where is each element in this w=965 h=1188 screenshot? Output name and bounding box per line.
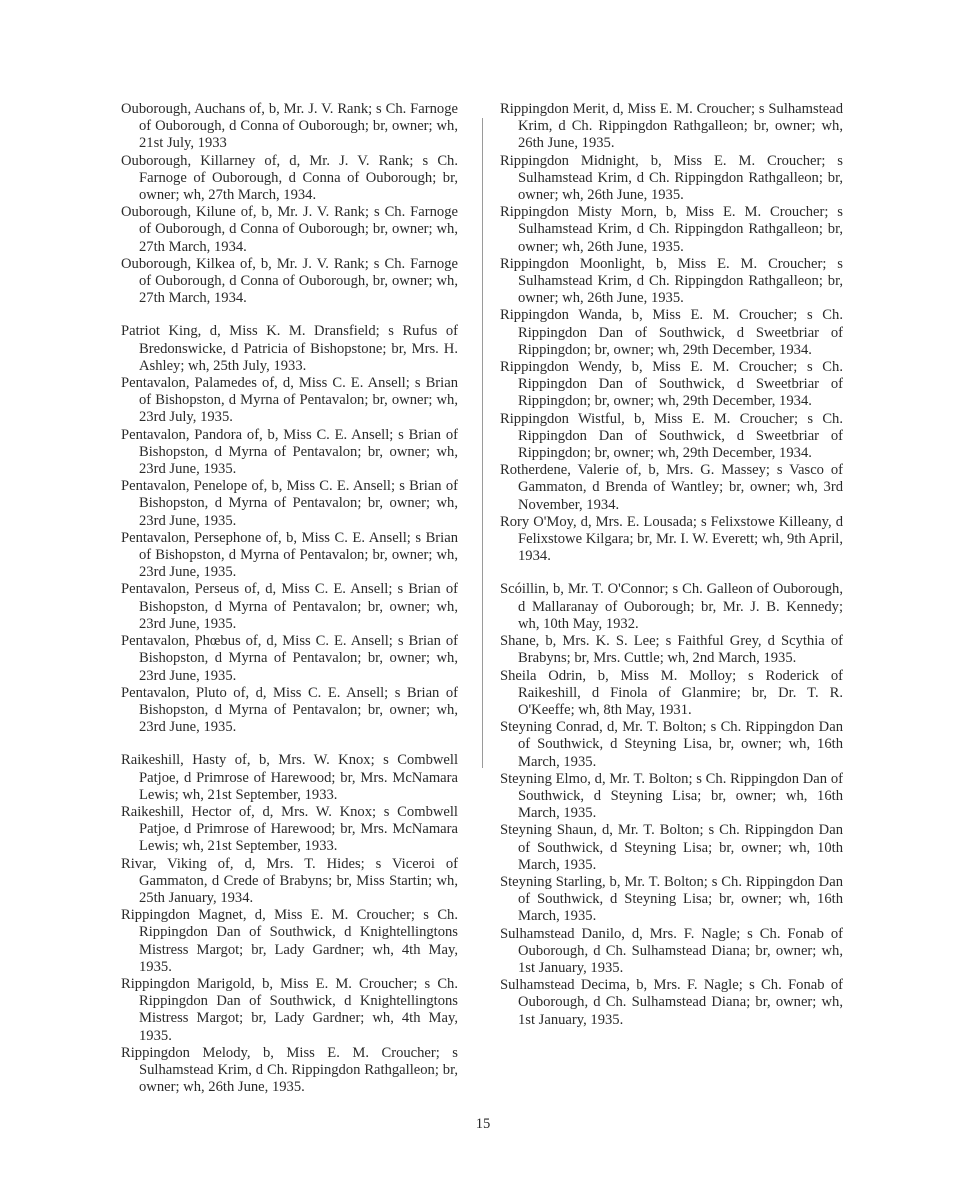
dog-entry: Rippingdon Midnight, b, Miss E. M. Croucher; s Sulhamstead Krim, d Ch. Rippingdon Rathgalleon; br, owner; wh, 26th June, 1935. [500, 152, 843, 204]
dog-entry: Rippingdon Moonlight, b, Miss E. M. Croucher; s Sulhamstead Krim, d Ch. Rippingdon Rathgalleon; br, owner; wh, 26th June, 1935. [500, 255, 843, 307]
dog-entry: Patriot King, d, Miss K. M. Dransfield; s Rufus of Bredonswicke, d Patricia of Bishopstone; br, Mrs. H. Ashley; wh, 25th July, 1933. [121, 323, 458, 374]
dog-entry: Steyning Conrad, d, Mr. T. Bolton; s Ch. Rippingdon Dan of Southwick, d Steyning Lisa, br, owner; wh, 16th March, 1935. [500, 719, 843, 770]
dog-entry: Ouborough, Kilune of, b, Mr. J. V. Rank; s Ch. Farnoge of Ouborough, d Conna of Ouborough; br, owner; wh, 27th March, 1934. [121, 204, 458, 255]
group-gap [121, 736, 458, 752]
dog-entry: Pentavalon, Pluto of, d, Miss C. E. Ansell; s Brian of Bishopston, d Myrna of Pentavalon; br, owner; wh, 23rd June, 1935. [121, 684, 458, 736]
dog-entry: Raikeshill, Hector of, d, Mrs. W. Knox; s Combwell Patjoe, d Primrose of Harewood; br, Mrs. McNamara Lewis; wh, 21st September, 1933. [121, 803, 458, 855]
dog-entry: Pentavalon, Phœbus of, d, Miss C. E. Ansell; s Brian of Bishopston, d Myrna of Pentavalon; br, owner; wh, 23rd June, 1935. [121, 633, 458, 684]
dog-entry: Ouborough, Killarney of, d, Mr. J. V. Rank; s Ch. Farnoge of Ouborough, d Conna of Ouborough; br, owner; wh, 27th March, 1934. [121, 152, 458, 204]
dog-entry: Rippingdon Marigold, b, Miss E. M. Croucher; s Ch. Rippingdon Dan of Southwick, d Knightellingtons Mistress Margot; br, Lady Gardner; wh, 4th May, 1935. [121, 975, 458, 1044]
dog-entry: Rippingdon Wistful, b, Miss E. M. Croucher; s Ch. Rippingdon Dan of Southwick, d Sweetbriar of Rippingdon; br, owner; wh, 29th December, 1934. [500, 410, 843, 462]
dog-entry: Raikeshill, Hasty of, b, Mrs. W. Knox; s Combwell Patjoe, d Primrose of Harewood; br, Mrs. McNamara Lewis; wh, 21st September, 1933. [121, 752, 458, 803]
dog-entry: Sulhamstead Danilo, d, Mrs. F. Nagle; s Ch. Fonab of Ouborough, d Ch. Sulhamstead Diana; br, owner; wh, 1st January, 1935. [500, 925, 843, 976]
dog-entry: Rory O'Moy, d, Mrs. E. Lousada; s Felixstowe Killeany, d Felixstowe Kilgara; br, Mr. I. W. Everett; wh, 9th April, 1934. [500, 513, 843, 565]
dog-entry: Scóillin, b, Mr. T. O'Connor; s Ch. Galleon of Ouborough, d Mallaranay of Ouborough; br, Mr. J. B. Kennedy; wh, 10th May, 1932. [500, 581, 843, 632]
dog-entry: Steyning Starling, b, Mr. T. Bolton; s Ch. Rippingdon Dan of Southwick, d Steyning Lisa; br, owner; wh, 16th March, 1935. [500, 873, 843, 925]
dog-entry: Rippingdon Misty Morn, b, Miss E. M. Croucher; s Sulhamstead Krim, d Ch. Rippingdon Rathgalleon; br, owner; wh, 26th June, 1935. [500, 204, 843, 255]
group-gap [121, 307, 458, 323]
dog-entry: Pentavalon, Penelope of, b, Miss C. E. Ansell; s Brian of Bishopston, d Myrna of Pentavalon; br, owner; wh, 23rd June, 1935. [121, 478, 458, 529]
dog-entry: Rippingdon Wanda, b, Miss E. M. Croucher; s Ch. Rippingdon Dan of Southwick, d Sweetbriar of Rippingdon; br, owner; wh, 29th December, 1934. [500, 307, 843, 358]
dog-entry: Rippingdon Merit, d, Miss E. M. Croucher; s Sulhamstead Krim, d Ch. Rippingdon Rathgalleon; br, owner; wh, 26th June, 1935. [500, 101, 843, 152]
dog-entry: Ouborough, Auchans of, b, Mr. J. V. Rank; s Ch. Farnoge of Ouborough, d Conna of Ouborough; br, owner; wh, 21st July, 1933 [121, 101, 458, 152]
dog-entry: Rippingdon Melody, b, Miss E. M. Croucher; s Sulhamstead Krim, d Ch. Rippingdon Rathgalleon; br, owner; wh, 26th June, 1935. [121, 1044, 458, 1096]
group-gap [500, 565, 843, 581]
dog-entry: Pentavalon, Palamedes of, d, Miss C. E. Ansell; s Brian of Bishopston, d Myrna of Pentavalon; br, owner; wh, 23rd July, 1935. [121, 375, 458, 426]
dog-entry: Pentavalon, Perseus of, d, Miss C. E. Ansell; s Brian of Bishopston, d Myrna of Pentavalon; br, owner; wh, 23rd June, 1935. [121, 581, 458, 632]
dog-entry: Pentavalon, Pandora of, b, Miss C. E. Ansell; s Brian of Bishopston, d Myrna of Pentavalon; br, owner; wh, 23rd June, 1935. [121, 426, 458, 478]
dog-entry: Sheila Odrin, b, Miss M. Molloy; s Roderick of Raikeshill, d Finola of Glanmire; br, Dr. T. R. O'Keeffe; wh, 8th May, 1931. [500, 667, 843, 718]
dog-entry: Shane, b, Mrs. K. S. Lee; s Faithful Grey, d Scythia of Brabyns; br, Mrs. Cuttle; wh, 2nd March, 1935. [500, 633, 843, 667]
dog-entry: Rippingdon Magnet, d, Miss E. M. Croucher; s Ch. Rippingdon Dan of Southwick, d Knightellingtons Mistress Margot; br, Lady Gardner; wh, 4th May, 1935. [121, 907, 458, 975]
column-divider [482, 118, 483, 768]
dog-entry: Rotherdene, Valerie of, b, Mrs. G. Massey; s Vasco of Gammaton, d Brenda of Wantley; br, owner; wh, 3rd November, 1934. [500, 462, 843, 513]
dog-entry: Ouborough, Kilkea of, b, Mr. J. V. Rank; s Ch. Farnoge of Ouborough, d Conna of Ouborough, br, owner; wh, 27th March, 1934. [121, 255, 458, 307]
dog-entry: Pentavalon, Persephone of, b, Miss C. E. Ansell; s Brian of Bishopston, d Myrna of Pentavalon; br, owner; wh, 23rd June, 1935. [121, 529, 458, 581]
dog-entry: Sulhamstead Decima, b, Mrs. F. Nagle; s Ch. Fonab of Ouborough, d Ch. Sulhamstead Diana; br, owner; wh, 1st January, 1935. [500, 977, 843, 1028]
dog-entry: Rivar, Viking of, d, Mrs. T. Hides; s Viceroi of Gammaton, d Crede of Brabyns; br, Miss Startin; wh, 25th January, 1934. [121, 855, 458, 906]
dog-entry: Steyning Elmo, d, Mr. T. Bolton; s Ch. Rippingdon Dan of Southwick, d Steyning Lisa; br, owner; wh, 16th March, 1935. [500, 770, 843, 822]
right-column [500, 101, 843, 1029]
page-number: 15 [475, 1116, 491, 1132]
dog-entry: Steyning Shaun, d, Mr. T. Bolton; s Ch. Rippingdon Dan of Southwick, d Steyning Lisa; br, owner; wh, 10th March, 1935. [500, 822, 843, 873]
dog-entry: Rippingdon Wendy, b, Miss E. M. Croucher; s Ch. Rippingdon Dan of Southwick, d Sweetbriar of Rippingdon; br, owner; wh, 29th December, 1934. [500, 359, 843, 410]
left-column [121, 101, 458, 1096]
